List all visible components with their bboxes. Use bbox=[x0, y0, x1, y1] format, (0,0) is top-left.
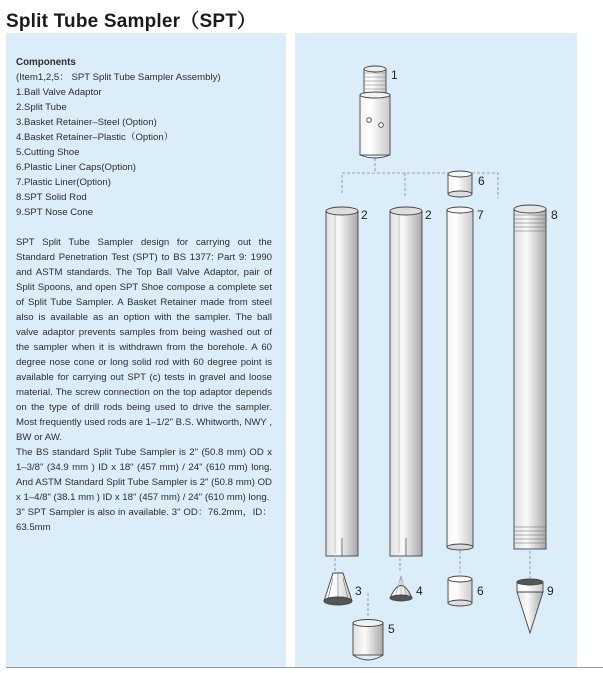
basket-retainer-steel bbox=[324, 573, 352, 605]
component-item: 8.SPT Solid Rod bbox=[16, 192, 87, 203]
label-item-6: 6 bbox=[477, 584, 484, 598]
label-item-7: 7 bbox=[477, 208, 484, 222]
parts-diagram bbox=[295, 33, 577, 668]
page-title: Split Tube Sampler（SPT） bbox=[6, 11, 257, 32]
spt-solid-rod bbox=[514, 205, 546, 549]
components-heading: Components bbox=[16, 57, 76, 68]
label-item-8: 8 bbox=[551, 208, 558, 222]
plastic-liner-cap-bottom bbox=[448, 576, 472, 606]
component-item: 7.Plastic Liner(Option) bbox=[16, 177, 111, 188]
spt-nose-cone bbox=[517, 579, 543, 633]
assembly-guide-lines bbox=[335, 158, 530, 618]
component-item: 1.Ball Valve Adaptor bbox=[16, 87, 102, 98]
component-item: 2.Split Tube bbox=[16, 102, 67, 113]
component-item: 5.Cutting Shoe bbox=[16, 147, 80, 158]
component-item: 6.Plastic Liner Caps(Option) bbox=[16, 162, 136, 173]
component-note: (Item1,2,5： SPT Split Tube Sampler Assembly) bbox=[16, 72, 221, 83]
label-item-6: 6 bbox=[478, 174, 485, 188]
label-item-3: 3 bbox=[355, 584, 362, 598]
component-item: 3.Basket Retainer–Steel (Option) bbox=[16, 117, 157, 128]
description bbox=[16, 235, 272, 535]
description-paragraph: The BS standard Split Tube Sampler is 2" (50.8 mm) OD x 1–3/8" (34.9 mm ) ID x 18" (457 mm) / 24" (610 mm) long. And ASTM Standard Split Tube Sampler is 2" (50.8 mm) OD x 1–4/8" (38.1 mm ) ID x 18" (457 mm) / 24" (610 mm) long. bbox=[16, 447, 272, 503]
plastic-liner-cap-top bbox=[448, 171, 472, 197]
label-item-5: 5 bbox=[388, 622, 395, 636]
label-item-2: 2 bbox=[361, 208, 368, 222]
description-paragraph: 3" SPT Sampler is also in available. 3" OD：76.2mm，ID：63.5mm bbox=[16, 507, 272, 533]
split-tube-left bbox=[326, 207, 358, 556]
split-tube-right bbox=[390, 207, 422, 556]
ball-valve-adaptor bbox=[360, 66, 390, 158]
label-item-2: 2 bbox=[425, 208, 432, 222]
label-item-1: 1 bbox=[391, 68, 398, 82]
component-item: 9.SPT Nose Cone bbox=[16, 207, 94, 218]
divider bbox=[6, 667, 603, 668]
label-item-9: 9 bbox=[547, 584, 554, 598]
component-list bbox=[16, 70, 272, 220]
text-content bbox=[16, 55, 272, 535]
basket-retainer-plastic bbox=[390, 576, 412, 601]
description-paragraph: SPT Split Tube Sampler design for carrying out the Standard Penetration Test (SPT) to BS 1377: Part 9: 1990 and ASTM standards. The Top Ball Valve Adaptor, pair of Split Spoons, and open SPT Shoe compose a complete set of Split Tube Sampler. A Basket Retainer made from steel also is available as an option with the sampler. The ball valve adaptor prevents samples from being washed out of the sampler when it is withdrawn from the borehole. A 60 degree nose cone or long solid rod with 60 degree point is available for carrying out SPT (c) tests in gravel and loose material. The screw connection on the top adaptor depends on the type of drill rods being used to drive the sampler. Most frequently used rods are 1–1/2" B.S. Whitworth, NWY , BW or AW. bbox=[16, 237, 272, 443]
cutting-shoe bbox=[353, 620, 383, 661]
label-item-4: 4 bbox=[416, 584, 423, 598]
component-item: 4.Basket Retainer–Plastic（Option） bbox=[16, 132, 174, 143]
plastic-liner bbox=[447, 207, 473, 550]
